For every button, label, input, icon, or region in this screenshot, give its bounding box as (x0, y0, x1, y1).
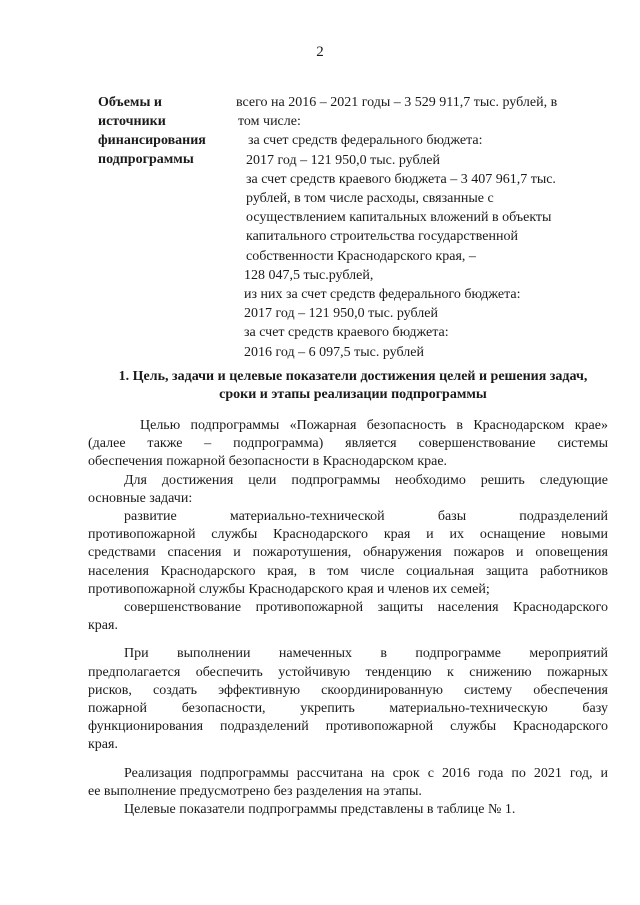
funding-line: 2016 год – 6 097,5 тыс. рублей (244, 344, 424, 360)
funding-line: 128 047,5 тыс.рублей, (244, 267, 374, 283)
paragraph-line: Целевые показатели подпрограммы представлены в таблице № 1. (124, 802, 516, 818)
paragraph-line: (далее также – подпрограмма) является совершенствование системы (88, 436, 608, 452)
paragraph-line: ее выполнение предусмотрено без разделения на этапы. (88, 783, 422, 799)
funding-line: 2017 год – 121 950,0 тыс. рублей (244, 306, 438, 322)
funding-details (236, 93, 616, 362)
paragraph-line: обеспечения пожарной безопасности в Краснодарском крае. (88, 454, 448, 470)
paragraph-line: противопожарной службы Краснодарского края и членов их семей; (88, 581, 490, 597)
funding-line: 2017 год – 121 950,0 тыс. рублей (246, 152, 440, 168)
paragraph-line: предполагается обеспечить устойчивую тенденцию к снижению пожарных (88, 664, 608, 680)
paragraph-line: развитие материально-технической базы подразделений (124, 509, 608, 525)
funding-line: осуществлением капитальных вложений в объекты (246, 210, 552, 226)
section-body (88, 417, 608, 819)
funding-line: за счет средств краевого бюджета – 3 407 961,7 тыс. (246, 171, 556, 187)
funding-line: за счет средств краевого бюджета: (244, 325, 449, 341)
paragraph-line: рисков, создать эффективную скоординированную систему обеспечения (88, 682, 608, 698)
funding-line: рублей, в том числе расходы, связанные с (246, 191, 494, 207)
paragraph-line: При выполнении намеченных в подпрограмме мероприятий (124, 646, 608, 662)
funding-line: за счет средств федерального бюджета: (248, 133, 483, 149)
funding-label-line: финансирования (98, 133, 206, 148)
paragraph-line: противопожарной службы Краснодарского края и их оснащение новыми (88, 527, 608, 543)
paragraph-line: населения Краснодарского края, в том числе социальная защита работников (88, 563, 608, 579)
funding-label (98, 93, 228, 169)
paragraph-line: средствами спасения и пожаротушения, обнаружения пожаров и оповещения (88, 545, 608, 561)
section-title (88, 368, 618, 404)
funding-line: всего на 2016 – 2021 годы – 3 529 911,7 тыс. рублей, в (236, 95, 558, 110)
funding-label-line: подпрограммы (98, 152, 194, 167)
paragraph-line: края. (88, 618, 118, 634)
funding-line: собственности Краснодарского края, – (246, 248, 476, 264)
funding-line: том числе: (238, 114, 301, 130)
section-title-line: 1. Цель, задачи и целевые показатели достижения целей и решения задач, (118, 369, 588, 384)
funding-label-line: источники (98, 114, 166, 129)
section-title-line: сроки и этапы реализации подпрограммы (219, 387, 487, 402)
funding-label-line: Объемы и (98, 95, 162, 110)
paragraph-line: пожарной безопасности, укрепить материально-техническую базу (88, 701, 608, 717)
paragraph-line: функционирования подразделений противопожарной службы Краснодарского (88, 719, 608, 735)
funding-line: из них за счет средств федерального бюджета: (244, 287, 521, 303)
paragraph-line: совершенствование противопожарной защиты населения Краснодарского (124, 600, 608, 616)
paragraph-line: Для достижения цели подпрограммы необходимо решить следующие (124, 472, 608, 488)
paragraph-line: основные задачи: (88, 490, 193, 506)
page-number: 2 (316, 44, 324, 60)
paragraph-line: края. (88, 737, 118, 753)
paragraph-line: Реализация подпрограммы рассчитана на срок с 2016 года по 2021 год, и (124, 765, 608, 781)
funding-line: капитального строительства государственной (246, 229, 518, 245)
paragraph-line: Целью подпрограммы «Пожарная безопасность в Краснодарском крае» (140, 418, 608, 433)
